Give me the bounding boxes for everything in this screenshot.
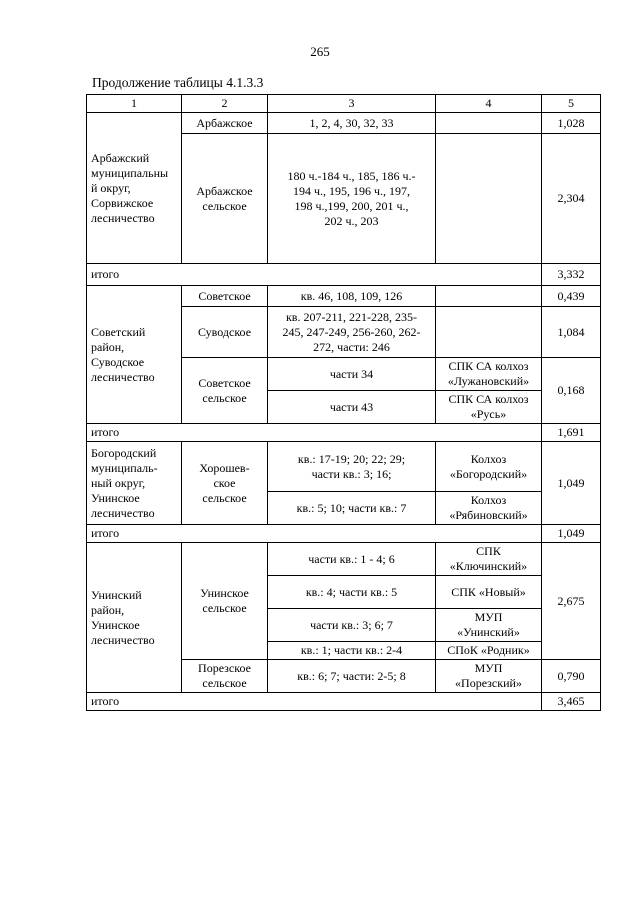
org-cell: СПоК «Родник» (436, 642, 542, 660)
table-row (87, 113, 601, 134)
area-cell: 1,049 (542, 442, 601, 525)
area-cell: 0,790 (542, 660, 601, 693)
forestry-cell: Арбажское сельское (182, 134, 268, 264)
column-header: 4 (436, 95, 542, 113)
district-cell: Унинский район, Унинское лесничество (87, 543, 182, 693)
forestry-cell: Арбажское (182, 113, 268, 134)
forestry-cell: Суводское (182, 307, 268, 358)
quarters-cell: 1, 2, 4, 30, 32, 33 (268, 113, 436, 134)
total-row (87, 424, 601, 442)
total-row (87, 693, 601, 711)
column-header: 5 (542, 95, 601, 113)
data-table (86, 94, 601, 711)
total-value: 3,465 (542, 693, 601, 711)
quarters-cell: части 34 (268, 358, 436, 391)
total-value: 3,332 (542, 264, 601, 286)
total-label: итого (87, 525, 542, 543)
table-row (87, 442, 601, 492)
quarters-cell: части 43 (268, 391, 436, 424)
district-cell: Советский район, Суводское лесничество (87, 286, 182, 424)
forestry-cell: Советское сельское (182, 358, 268, 424)
area-cell: 0,168 (542, 358, 601, 424)
org-cell: МУП «Порезский» (436, 660, 542, 693)
quarters-cell: кв.: 1; части кв.: 2-4 (268, 642, 436, 660)
org-cell: МУП «Унинский» (436, 609, 542, 642)
quarters-cell: части кв.: 1 - 4; 6 (268, 543, 436, 576)
org-cell (436, 286, 542, 307)
total-row (87, 525, 601, 543)
total-label: итого (87, 693, 542, 711)
org-cell: Колхоз «Рябиновский» (436, 492, 542, 525)
quarters-cell: 180 ч.-184 ч., 185, 186 ч.- 194 ч., 195, 196 ч., 197, 198 ч.,199, 200, 201 ч., 202 ч., 203 (268, 134, 436, 264)
org-cell (436, 113, 542, 134)
area-cell: 2,675 (542, 543, 601, 660)
table-caption: Продолжение таблицы 4.1.3.3 (92, 75, 264, 90)
org-cell: СПК «Ключинский» (436, 543, 542, 576)
district-cell: Богородский муниципаль- ный округ, Унинское лесничество (87, 442, 182, 525)
quarters-cell: кв.: 5; 10; части кв.: 7 (268, 492, 436, 525)
area-cell: 1,028 (542, 113, 601, 134)
area-cell: 0,439 (542, 286, 601, 307)
area-cell: 1,084 (542, 307, 601, 358)
total-value: 1,691 (542, 424, 601, 442)
quarters-cell: части кв.: 3; 6; 7 (268, 609, 436, 642)
total-row (87, 264, 601, 286)
column-header: 2 (182, 95, 268, 113)
forestry-cell: Хорошев- ское сельское (182, 442, 268, 525)
table-row (87, 286, 601, 307)
org-cell: СПК СА колхоз «Лужановский» (436, 358, 542, 391)
total-value: 1,049 (542, 525, 601, 543)
area-cell: 2,304 (542, 134, 601, 264)
forestry-cell: Унинское сельское (182, 543, 268, 660)
quarters-cell: кв. 207-211, 221-228, 235- 245, 247-249, 256-260, 262- 272, части: 246 (268, 307, 436, 358)
page-number: 265 (310, 44, 330, 59)
org-cell (436, 134, 542, 264)
quarters-cell: кв.: 6; 7; части: 2-5; 8 (268, 660, 436, 693)
column-header: 3 (268, 95, 436, 113)
quarters-cell: кв.: 4; части кв.: 5 (268, 576, 436, 609)
org-cell: СПК СА колхоз «Русь» (436, 391, 542, 424)
quarters-cell: кв.: 17-19; 20; 22; 29; части кв.: 3; 16; (268, 442, 436, 492)
header-row (87, 95, 601, 113)
table-row (87, 543, 601, 576)
forestry-cell: Советское (182, 286, 268, 307)
org-cell (436, 307, 542, 358)
total-label: итого (87, 424, 542, 442)
forestry-cell: Порезское сельское (182, 660, 268, 693)
district-cell: Арбажский муниципальны й округ, Сорвижское лесничество (87, 113, 182, 264)
total-label: итого (87, 264, 542, 286)
org-cell: Колхоз «Богородский» (436, 442, 542, 492)
org-cell: СПК «Новый» (436, 576, 542, 609)
quarters-cell: кв. 46, 108, 109, 126 (268, 286, 436, 307)
column-header: 1 (87, 95, 182, 113)
